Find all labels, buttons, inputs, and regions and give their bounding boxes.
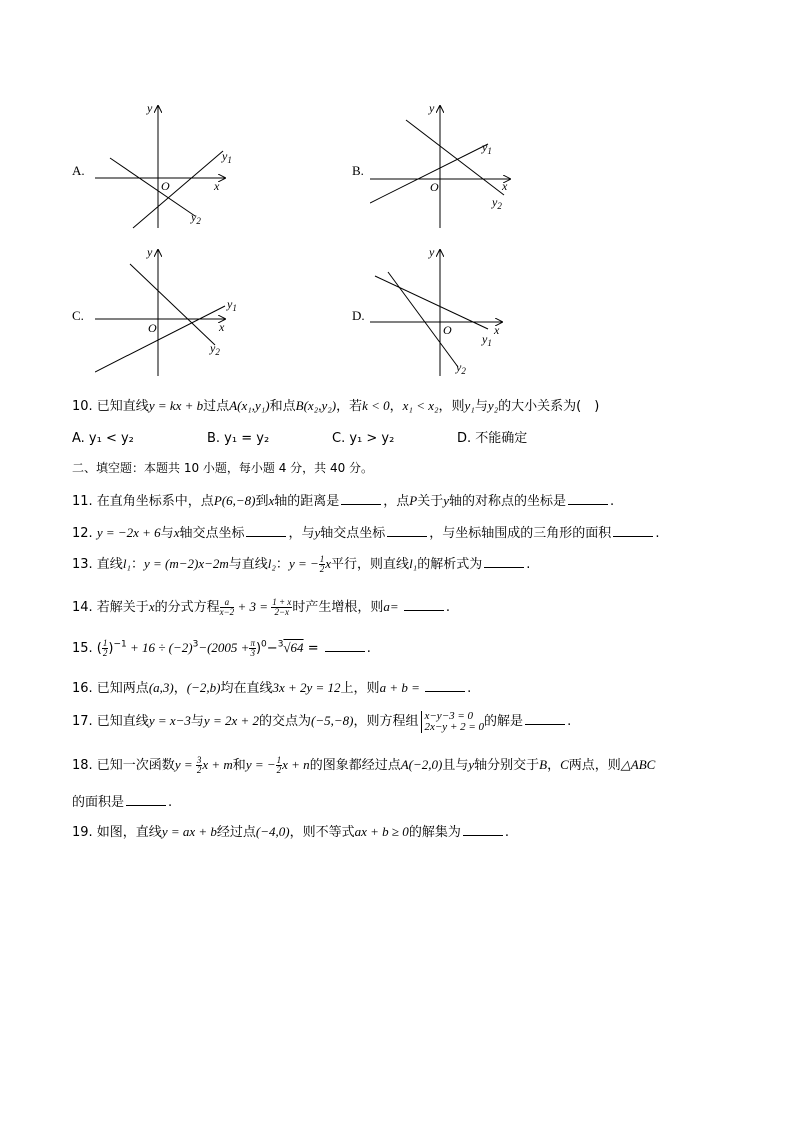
q10-condition: x₁ < x₂ — [402, 398, 439, 413]
answer-blank[interactable] — [325, 639, 365, 652]
option-b-label: B. — [352, 163, 364, 178]
q10-text: 过点 — [203, 399, 230, 414]
q10-choices — [72, 427, 527, 446]
y1-label: $y_1$ — [482, 332, 492, 348]
answer-blank[interactable] — [525, 712, 565, 725]
option-a-label: A. — [72, 163, 85, 178]
q10-text: ， — [389, 399, 403, 414]
answer-blank[interactable] — [613, 524, 653, 537]
origin-label: O — [430, 180, 439, 194]
answer-blank[interactable] — [484, 555, 524, 568]
origin-label: O — [161, 179, 170, 193]
origin-label: O — [148, 321, 157, 335]
section-2-heading: 二、填空题：本题共 10 小题，每小题 4 分，共 40 分。 — [72, 461, 374, 475]
q10-text: 的大小关系为( ) — [498, 399, 600, 414]
q10-text: 和点 — [269, 399, 296, 414]
question-14: 14. 若解关于x的分式方程 $\frac{a}{x-2}$ + 3 = $\frac{1 + x}{2-x}$ 时产生增根，则a= . — [72, 597, 450, 617]
x-axis-label: x — [219, 320, 225, 334]
answer-blank[interactable] — [463, 823, 503, 836]
q10-point-a: A(x₁,y₁) — [229, 398, 270, 413]
y2-label: $y_2$ — [210, 341, 220, 357]
x-axis-label: x — [214, 179, 220, 193]
y-axis-label: y — [429, 101, 435, 115]
question-10 — [72, 395, 599, 414]
line-y1 — [133, 151, 223, 228]
graph-c — [95, 242, 255, 382]
graph-b — [370, 98, 530, 233]
line-y2 — [406, 120, 504, 195]
question-13: 13. 直线l₁：y = (m−2)x−2m与直线l₂：y = − $\frac{1}{2}$ x平行，则直线l₁的解析式为 . — [72, 554, 531, 574]
line-y2 — [388, 272, 458, 367]
choice-c[interactable]: C. y₁ > y₂ — [332, 431, 395, 446]
y1-label: $y_1$ — [227, 297, 237, 313]
x-axis-label: x — [502, 179, 508, 193]
question-18-cont: 的面积是 . — [72, 795, 173, 810]
y-axis-label: y — [147, 101, 153, 115]
line-y1 — [375, 276, 488, 329]
answer-blank[interactable] — [568, 492, 608, 505]
question-11: 11. 在直角坐标系中，点P(6,−8)到x轴的距离是 ，点P关于y轴的对称点的坐标是 . — [72, 493, 615, 509]
y-axis-label: y — [429, 245, 435, 259]
y1-label: $y_1$ — [222, 149, 232, 165]
q10-text: 10. 已知直线 — [72, 399, 149, 414]
q10-text: 与 — [474, 399, 488, 414]
equation-system: x−y−3 = 0 2x−y + 2 = 0 — [421, 711, 485, 733]
origin-label: O — [443, 323, 452, 337]
choice-b[interactable]: B. y₁ = y₂ — [207, 431, 270, 446]
line-y1 — [370, 144, 488, 203]
answer-blank[interactable] — [425, 679, 465, 692]
choice-d[interactable]: D. 不能确定 — [457, 431, 528, 446]
q10-text: ，则 — [438, 399, 465, 414]
question-17: 17. 已知直线y = x−3与y = 2x + 2的交点为(−5,−8)，则方程组 x−y−3 = 0 2x−y + 2 = 0 的解是 . — [72, 709, 572, 733]
x-axis-label: x — [494, 323, 500, 337]
option-c-label: C. — [72, 308, 84, 323]
line-y2 — [110, 158, 195, 216]
q10-var: y₁ — [464, 398, 475, 413]
y2-label: $y_2$ — [191, 210, 201, 226]
y1-label: $y_1$ — [482, 140, 492, 156]
answer-blank[interactable] — [404, 598, 444, 611]
question-12: 12. y = −2x + 6与x轴交点坐标 ，与y轴交点坐标 ，与坐标轴围成的三角形的面积 . — [72, 525, 660, 541]
graph-a — [95, 98, 255, 233]
q10-condition: k < 0 — [362, 398, 390, 413]
y2-label: $y_2$ — [456, 360, 466, 376]
graph-d — [370, 242, 530, 382]
answer-blank[interactable] — [387, 524, 427, 537]
q10-equation: y = kx + b — [148, 398, 204, 413]
y-axis-label: y — [147, 245, 153, 259]
answer-blank[interactable] — [126, 793, 166, 806]
y2-label: $y_2$ — [492, 195, 502, 211]
q10-var: y₂ — [487, 398, 499, 413]
question-19: 19. 如图，直线y = ax + b经过点(−4,0)，则不等式ax + b ≥ 0的解集为 . — [72, 824, 509, 840]
choice-a[interactable]: A. y₁ < y₂ — [72, 431, 134, 446]
answer-blank[interactable] — [246, 524, 286, 537]
question-15: 15. ( $\frac{1}{2}$ )$^{-1} + 16 \div (-2)^3-(2005$ + $\frac{\pi}{3}$ )$^0$−$^3$√64 = . — [72, 638, 371, 658]
question-18: 18. 已知一次函数y = $\frac{3}{2}$ x + m和y = − $\frac{1}{2}$ x + n的图象都经过点A(−2,0)且与y轴分别交于B，C两点，则△ABC — [72, 755, 656, 775]
line-y1 — [95, 306, 225, 372]
q10-point-b: B(x₂,y₂) — [295, 398, 337, 413]
q10-text: ，若 — [336, 399, 363, 414]
option-d-label: D. — [352, 308, 365, 323]
answer-blank[interactable] — [341, 492, 381, 505]
question-16: 16. 已知两点(a,3)，(−2,b)均在直线3x + 2y = 12上，则a + b = . — [72, 680, 472, 696]
